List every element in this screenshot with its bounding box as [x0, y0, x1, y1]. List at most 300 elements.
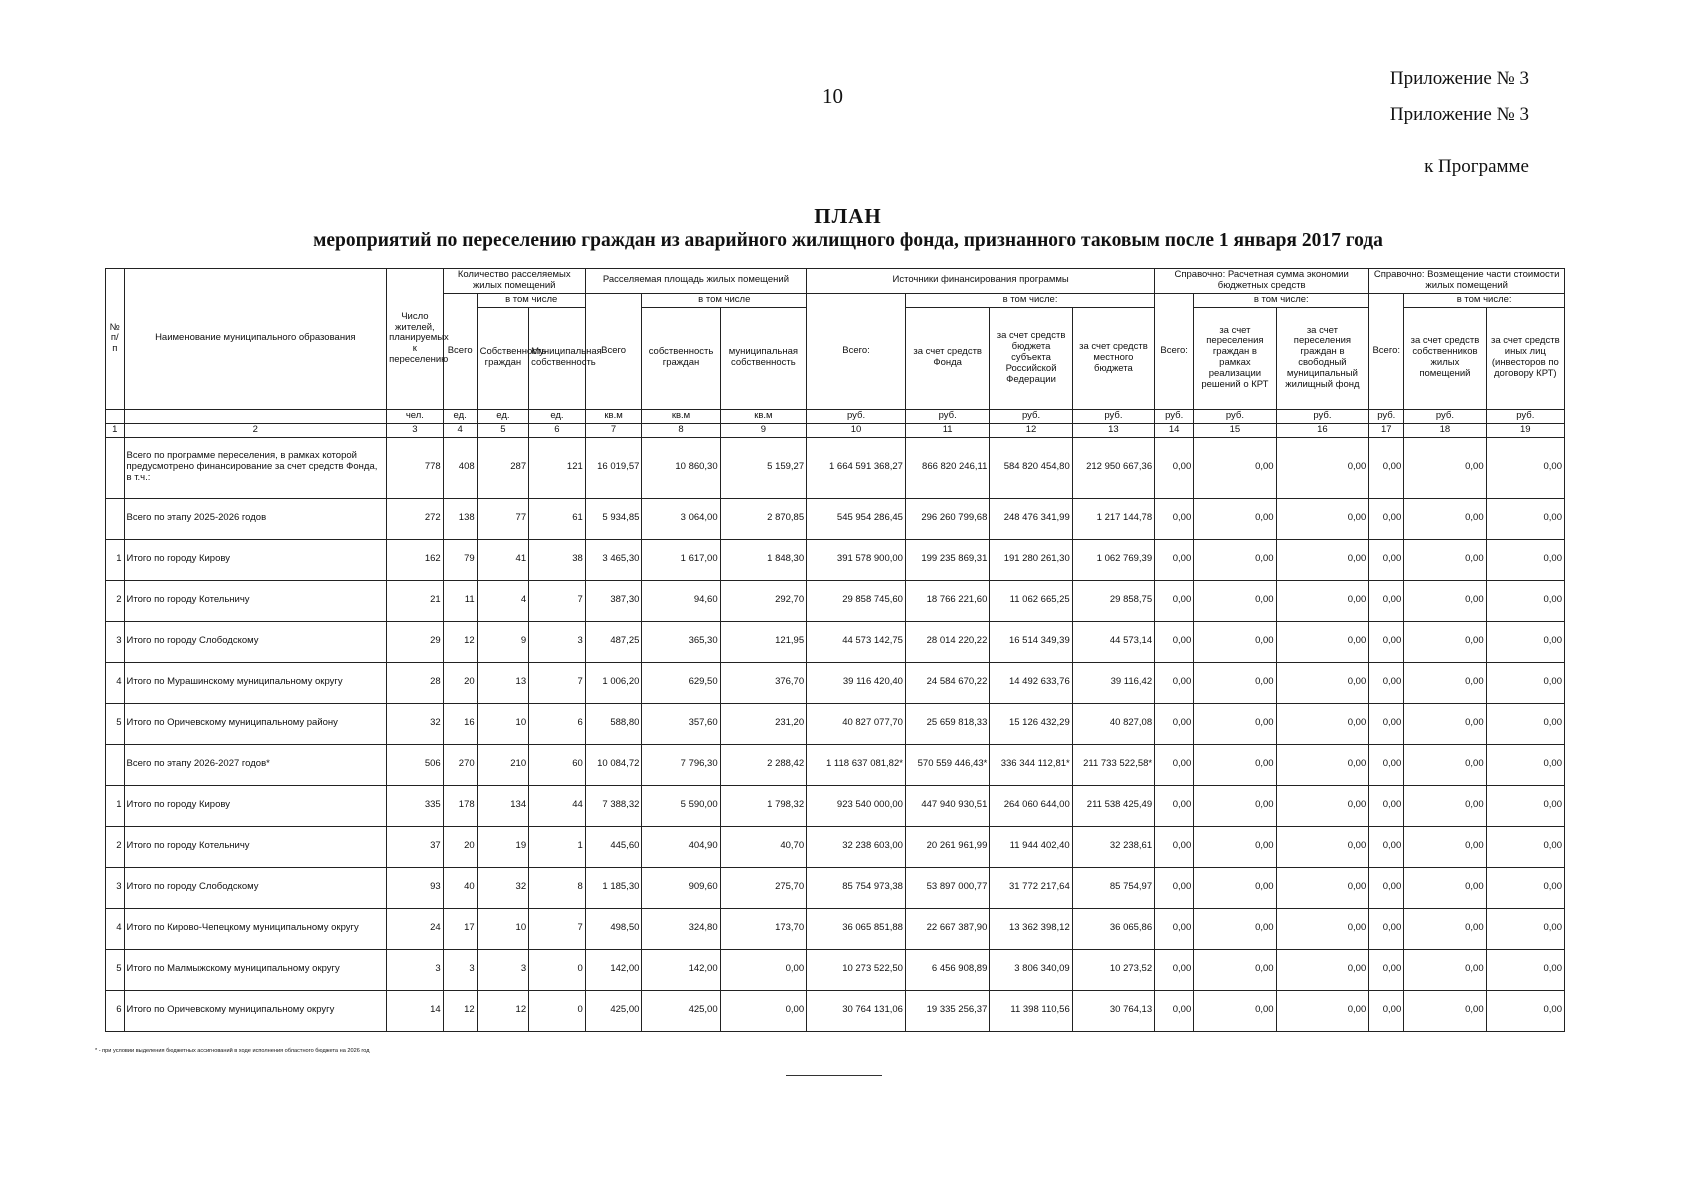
- value-cell: 0,00: [1276, 990, 1369, 1031]
- value-cell: 0,00: [1486, 621, 1564, 662]
- municipality-name: Итого по городу Слободскому: [124, 621, 387, 662]
- bottom-rule: [786, 1075, 882, 1076]
- column-number: 5: [477, 423, 528, 437]
- value-cell: 0,00: [1369, 744, 1404, 785]
- unit-cell: руб.: [1194, 409, 1276, 423]
- value-cell: 0,00: [1404, 703, 1486, 744]
- header-fin-fund: за счет средств Фонда: [905, 307, 989, 409]
- value-cell: 0,00: [1486, 785, 1564, 826]
- value-cell: 357,60: [642, 703, 720, 744]
- header-area-incl: в том числе: [642, 293, 807, 307]
- column-number: 17: [1369, 423, 1404, 437]
- value-cell: 10: [477, 908, 528, 949]
- column-number: 8: [642, 423, 720, 437]
- value-cell: 0,00: [1276, 867, 1369, 908]
- value-cell: 0,00: [1194, 826, 1276, 867]
- header-fin-total: Всего:: [807, 293, 906, 409]
- unit-cell: кв.м: [642, 409, 720, 423]
- appendix-label: Приложение № 3: [1389, 68, 1529, 89]
- value-cell: 0,00: [720, 949, 807, 990]
- value-cell: 0,00: [1404, 580, 1486, 621]
- value-cell: 0,00: [1404, 539, 1486, 580]
- header-area-mun: муниципальная собственность: [720, 307, 807, 409]
- value-cell: 425,00: [585, 990, 642, 1031]
- value-cell: 0,00: [1404, 621, 1486, 662]
- value-cell: 0,00: [1404, 867, 1486, 908]
- value-cell: 20 261 961,99: [905, 826, 989, 867]
- unit-cell: ед.: [443, 409, 477, 423]
- column-number: 13: [1072, 423, 1154, 437]
- header-area-own: собственность граждан: [642, 307, 720, 409]
- value-cell: 13 362 398,12: [990, 908, 1072, 949]
- value-cell: 570 559 446,43*: [905, 744, 989, 785]
- unit-cell: кв.м: [585, 409, 642, 423]
- value-cell: 0,00: [1404, 908, 1486, 949]
- value-cell: 0,00: [1369, 867, 1404, 908]
- value-cell: 0,00: [1369, 703, 1404, 744]
- header-area-group: Расселяемая площадь жилых помещений: [585, 269, 806, 294]
- value-cell: 5 159,27: [720, 437, 807, 498]
- value-cell: 487,25: [585, 621, 642, 662]
- value-cell: 32 238 603,00: [807, 826, 906, 867]
- value-cell: 0,00: [1194, 703, 1276, 744]
- value-cell: 134: [477, 785, 528, 826]
- header-econ-incl: в том числе:: [1194, 293, 1369, 307]
- value-cell: 0,00: [1276, 744, 1369, 785]
- value-cell: 40 827 077,70: [807, 703, 906, 744]
- value-cell: 15 126 432,29: [990, 703, 1072, 744]
- value-cell: 0,00: [1194, 785, 1276, 826]
- value-cell: 12: [443, 621, 477, 662]
- header-rooms-mun: Муниципальная собственность: [529, 307, 586, 409]
- value-cell: 0,00: [1194, 437, 1276, 498]
- value-cell: 10 273,52: [1072, 949, 1154, 990]
- value-cell: 29: [387, 621, 444, 662]
- value-cell: 0,00: [1369, 437, 1404, 498]
- table-row: [106, 908, 1565, 949]
- value-cell: 324,80: [642, 908, 720, 949]
- value-cell: 2 870,85: [720, 498, 807, 539]
- value-cell: 3: [529, 621, 586, 662]
- table-row: [106, 785, 1565, 826]
- municipality-name: Всего по этапу 2026-2027 годов*: [124, 744, 387, 785]
- value-cell: 0,00: [1486, 908, 1564, 949]
- value-cell: 0,00: [1155, 437, 1194, 498]
- value-cell: 212 950 667,36: [1072, 437, 1154, 498]
- value-cell: 0,00: [1486, 990, 1564, 1031]
- table-row: [106, 867, 1565, 908]
- value-cell: 404,90: [642, 826, 720, 867]
- unit-cell: руб.: [1276, 409, 1369, 423]
- value-cell: 275,70: [720, 867, 807, 908]
- value-cell: 7: [529, 908, 586, 949]
- table-row: [106, 539, 1565, 580]
- value-cell: 1 006,20: [585, 662, 642, 703]
- value-cell: 3 465,30: [585, 539, 642, 580]
- row-number: 4: [106, 908, 125, 949]
- value-cell: 0,00: [1369, 580, 1404, 621]
- value-cell: 0,00: [1404, 949, 1486, 990]
- value-cell: 0,00: [1486, 949, 1564, 990]
- value-cell: 0,00: [1194, 949, 1276, 990]
- value-cell: 20: [443, 826, 477, 867]
- table-row: [106, 826, 1565, 867]
- value-cell: 0,00: [1155, 826, 1194, 867]
- value-cell: 44 573,14: [1072, 621, 1154, 662]
- header-econ-free: за счет переселения граждан в свободный муниципальный жилищный фонд: [1276, 307, 1369, 409]
- value-cell: 0,00: [1276, 703, 1369, 744]
- table-row: [106, 621, 1565, 662]
- value-cell: 0,00: [1155, 580, 1194, 621]
- value-cell: 0,00: [1369, 908, 1404, 949]
- column-number: 15: [1194, 423, 1276, 437]
- value-cell: 85 754 973,38: [807, 867, 906, 908]
- document-subtitle: мероприятий по переселению граждан из аварийного жилищного фонда, признанного таковым после 1 января 2017 года: [313, 230, 1383, 251]
- value-cell: 387,30: [585, 580, 642, 621]
- value-cell: 39 116,42: [1072, 662, 1154, 703]
- value-cell: 3 064,00: [642, 498, 720, 539]
- value-cell: 7 796,30: [642, 744, 720, 785]
- value-cell: 0,00: [1194, 867, 1276, 908]
- value-cell: 0,00: [1369, 785, 1404, 826]
- value-cell: 142,00: [585, 949, 642, 990]
- value-cell: 0,00: [1155, 662, 1194, 703]
- value-cell: 0,00: [720, 990, 807, 1031]
- header-comp-total: Всего:: [1369, 293, 1404, 409]
- value-cell: 191 280 261,30: [990, 539, 1072, 580]
- municipality-name: Итого по городу Слободскому: [124, 867, 387, 908]
- value-cell: 210: [477, 744, 528, 785]
- value-cell: 37: [387, 826, 444, 867]
- value-cell: 0,00: [1369, 949, 1404, 990]
- value-cell: 0,00: [1276, 908, 1369, 949]
- value-cell: 11: [443, 580, 477, 621]
- row-number: 6: [106, 990, 125, 1031]
- header-compensation-group: Справочно: Возмещение части стоимости жилых помещений: [1369, 269, 1565, 294]
- value-cell: 21: [387, 580, 444, 621]
- value-cell: 10 273 522,50: [807, 949, 906, 990]
- header-comp-others: за счет средств иных лиц (инвесторов по договору КРТ): [1486, 307, 1564, 409]
- value-cell: 85 754,97: [1072, 867, 1154, 908]
- value-cell: 19 335 256,37: [905, 990, 989, 1031]
- value-cell: 272: [387, 498, 444, 539]
- document-title: ПЛАН: [814, 204, 882, 228]
- row-number: 5: [106, 703, 125, 744]
- value-cell: 408: [443, 437, 477, 498]
- unit-cell: руб.: [807, 409, 906, 423]
- value-cell: 0,00: [1276, 580, 1369, 621]
- header-fin-local: за счет средств местного бюджета: [1072, 307, 1154, 409]
- municipality-name: Итого по Кирово-Чепецкому муниципальному округу: [124, 908, 387, 949]
- value-cell: 0,00: [1276, 662, 1369, 703]
- value-cell: 38: [529, 539, 586, 580]
- appendix-label-repeat: Приложение № 3: [1389, 104, 1529, 125]
- value-cell: 39 116 420,40: [807, 662, 906, 703]
- value-cell: 13: [477, 662, 528, 703]
- table-row: [106, 580, 1565, 621]
- value-cell: 10 860,30: [642, 437, 720, 498]
- value-cell: 778: [387, 437, 444, 498]
- column-number: 7: [585, 423, 642, 437]
- unit-cell: руб.: [1072, 409, 1154, 423]
- row-number: 4: [106, 662, 125, 703]
- value-cell: 0,00: [1194, 498, 1276, 539]
- header-rooms-own: Собственность граждан: [477, 307, 528, 409]
- value-cell: 0,00: [1404, 498, 1486, 539]
- table-row: [106, 744, 1565, 785]
- table-row: [106, 498, 1565, 539]
- value-cell: 0: [529, 949, 586, 990]
- column-number: 2: [124, 423, 387, 437]
- table-row: [106, 662, 1565, 703]
- value-cell: 121,95: [720, 621, 807, 662]
- row-number: 1: [106, 785, 125, 826]
- value-cell: 61: [529, 498, 586, 539]
- value-cell: 11 944 402,40: [990, 826, 1072, 867]
- column-number: 3: [387, 423, 444, 437]
- value-cell: 29 858 745,60: [807, 580, 906, 621]
- value-cell: 584 820 454,80: [990, 437, 1072, 498]
- value-cell: 14 492 633,76: [990, 662, 1072, 703]
- value-cell: 77: [477, 498, 528, 539]
- value-cell: 40,70: [720, 826, 807, 867]
- value-cell: 545 954 286,45: [807, 498, 906, 539]
- value-cell: 32: [387, 703, 444, 744]
- value-cell: 20: [443, 662, 477, 703]
- header-fin-subject: за счет средств бюджета субъекта Российской Федерации: [990, 307, 1072, 409]
- value-cell: 0,00: [1155, 949, 1194, 990]
- value-cell: 0,00: [1486, 539, 1564, 580]
- value-cell: 3: [477, 949, 528, 990]
- value-cell: 7: [529, 662, 586, 703]
- page-number: 10: [822, 84, 843, 108]
- value-cell: 0,00: [1194, 908, 1276, 949]
- table-row: [106, 949, 1565, 990]
- value-cell: 0,00: [1276, 826, 1369, 867]
- value-cell: 17: [443, 908, 477, 949]
- value-cell: 138: [443, 498, 477, 539]
- value-cell: 0,00: [1486, 703, 1564, 744]
- column-number: 9: [720, 423, 807, 437]
- value-cell: 11 398 110,56: [990, 990, 1072, 1031]
- value-cell: 0,00: [1369, 826, 1404, 867]
- appendix-program-label: к Программе: [1424, 156, 1529, 177]
- row-number: 1: [106, 539, 125, 580]
- value-cell: 14: [387, 990, 444, 1031]
- header-residents: Число жителей, планируемых к переселению: [387, 269, 444, 410]
- value-cell: 0,00: [1369, 498, 1404, 539]
- value-cell: 270: [443, 744, 477, 785]
- value-cell: 31 772 217,64: [990, 867, 1072, 908]
- value-cell: 162: [387, 539, 444, 580]
- value-cell: 0,00: [1404, 744, 1486, 785]
- header-econ-krt: за счет переселения граждан в рамках реализации решений о КРТ: [1194, 307, 1276, 409]
- column-number: 14: [1155, 423, 1194, 437]
- municipality-name: Итого по Оричевскому муниципальному округу: [124, 990, 387, 1031]
- value-cell: 2 288,42: [720, 744, 807, 785]
- value-cell: 30 764 131,06: [807, 990, 906, 1031]
- value-cell: 1 185,30: [585, 867, 642, 908]
- row-number: [106, 437, 125, 498]
- value-cell: 28 014 220,22: [905, 621, 989, 662]
- value-cell: 11 062 665,25: [990, 580, 1072, 621]
- value-cell: 36 065 851,88: [807, 908, 906, 949]
- value-cell: 44 573 142,75: [807, 621, 906, 662]
- value-cell: 12: [443, 990, 477, 1031]
- value-cell: 53 897 000,77: [905, 867, 989, 908]
- value-cell: 0,00: [1486, 744, 1564, 785]
- header-comp-owners: за счет средств собственников жилых помещений: [1404, 307, 1486, 409]
- unit-cell: ед.: [529, 409, 586, 423]
- value-cell: 264 060 644,00: [990, 785, 1072, 826]
- value-cell: 24 584 670,22: [905, 662, 989, 703]
- unit-cell: кв.м: [720, 409, 807, 423]
- column-number: 1: [106, 423, 125, 437]
- value-cell: 211 538 425,49: [1072, 785, 1154, 826]
- row-number: [106, 498, 125, 539]
- value-cell: 0,00: [1369, 990, 1404, 1031]
- value-cell: 3: [387, 949, 444, 990]
- municipality-name: Итого по Оричевскому муниципальному району: [124, 703, 387, 744]
- row-number: 5: [106, 949, 125, 990]
- value-cell: 7: [529, 580, 586, 621]
- value-cell: 32: [477, 867, 528, 908]
- value-cell: 178: [443, 785, 477, 826]
- value-cell: 18 766 221,60: [905, 580, 989, 621]
- value-cell: 19: [477, 826, 528, 867]
- value-cell: 16 019,57: [585, 437, 642, 498]
- municipality-name: Итого по Малмыжскому муниципальному округу: [124, 949, 387, 990]
- value-cell: 296 260 799,68: [905, 498, 989, 539]
- value-cell: 24: [387, 908, 444, 949]
- value-cell: 0,00: [1486, 826, 1564, 867]
- value-cell: 5 590,00: [642, 785, 720, 826]
- column-number: 6: [529, 423, 586, 437]
- column-number: 10: [807, 423, 906, 437]
- column-number: 4: [443, 423, 477, 437]
- unit-cell: руб.: [905, 409, 989, 423]
- header-rooms-total: Всего: [443, 293, 477, 409]
- value-cell: 10 084,72: [585, 744, 642, 785]
- value-cell: 335: [387, 785, 444, 826]
- value-cell: 12: [477, 990, 528, 1031]
- value-cell: 32 238,61: [1072, 826, 1154, 867]
- value-cell: 506: [387, 744, 444, 785]
- row-number: 3: [106, 867, 125, 908]
- value-cell: 425,00: [642, 990, 720, 1031]
- value-cell: 44: [529, 785, 586, 826]
- value-cell: 79: [443, 539, 477, 580]
- value-cell: 142,00: [642, 949, 720, 990]
- value-cell: 1 217 144,78: [1072, 498, 1154, 539]
- value-cell: 1 118 637 081,82*: [807, 744, 906, 785]
- value-cell: 445,60: [585, 826, 642, 867]
- resettlement-plan-table: [105, 268, 1565, 1032]
- municipality-name: Итого по Мурашинскому муниципальному округу: [124, 662, 387, 703]
- value-cell: 0,00: [1276, 949, 1369, 990]
- value-cell: 629,50: [642, 662, 720, 703]
- value-cell: 0,00: [1155, 498, 1194, 539]
- municipality-name: Всего по этапу 2025-2026 годов: [124, 498, 387, 539]
- value-cell: 36 065,86: [1072, 908, 1154, 949]
- value-cell: 211 733 522,58*: [1072, 744, 1154, 785]
- value-cell: 0,00: [1276, 498, 1369, 539]
- value-cell: 365,30: [642, 621, 720, 662]
- unit-cell: руб.: [1404, 409, 1486, 423]
- value-cell: 0,00: [1486, 867, 1564, 908]
- header-comp-incl: в том числе:: [1404, 293, 1565, 307]
- row-number: [106, 744, 125, 785]
- column-number: 11: [905, 423, 989, 437]
- value-cell: 866 820 246,11: [905, 437, 989, 498]
- municipality-name: Итого по городу Котельничу: [124, 826, 387, 867]
- value-cell: 0,00: [1194, 990, 1276, 1031]
- value-cell: 0,00: [1276, 621, 1369, 662]
- value-cell: 1 664 591 368,27: [807, 437, 906, 498]
- value-cell: 0,00: [1369, 621, 1404, 662]
- value-cell: 498,50: [585, 908, 642, 949]
- value-cell: 173,70: [720, 908, 807, 949]
- value-cell: 8: [529, 867, 586, 908]
- value-cell: 6: [529, 703, 586, 744]
- value-cell: 40 827,08: [1072, 703, 1154, 744]
- value-cell: 93: [387, 867, 444, 908]
- value-cell: 1 848,30: [720, 539, 807, 580]
- value-cell: 0,00: [1194, 580, 1276, 621]
- value-cell: 4: [477, 580, 528, 621]
- value-cell: 0,00: [1155, 621, 1194, 662]
- value-cell: 0,00: [1155, 703, 1194, 744]
- value-cell: 336 344 112,81*: [990, 744, 1072, 785]
- unit-cell: [124, 409, 387, 423]
- value-cell: 60: [529, 744, 586, 785]
- value-cell: 1 798,32: [720, 785, 807, 826]
- value-cell: 3: [443, 949, 477, 990]
- row-number: 2: [106, 580, 125, 621]
- column-number: 18: [1404, 423, 1486, 437]
- value-cell: 10: [477, 703, 528, 744]
- value-cell: 0,00: [1486, 662, 1564, 703]
- municipality-name: Итого по городу Кирову: [124, 785, 387, 826]
- unit-cell: руб.: [1155, 409, 1194, 423]
- value-cell: 0,00: [1194, 662, 1276, 703]
- header-econ-total: Всего:: [1155, 293, 1194, 409]
- value-cell: 0,00: [1486, 498, 1564, 539]
- footnote: * - при условии выделения бюджетных ассигнований в ходе исполнения областного бюджета на 2026 год: [95, 1048, 370, 1054]
- row-number: 3: [106, 621, 125, 662]
- column-number: 19: [1486, 423, 1564, 437]
- table-row: [106, 990, 1565, 1031]
- value-cell: 3 806 340,09: [990, 949, 1072, 990]
- value-cell: 40: [443, 867, 477, 908]
- value-cell: 0,00: [1486, 580, 1564, 621]
- value-cell: 16: [443, 703, 477, 744]
- row-number: 2: [106, 826, 125, 867]
- value-cell: 909,60: [642, 867, 720, 908]
- unit-cell: руб.: [990, 409, 1072, 423]
- value-cell: 0,00: [1155, 867, 1194, 908]
- value-cell: 0,00: [1486, 437, 1564, 498]
- value-cell: 231,20: [720, 703, 807, 744]
- value-cell: 0,00: [1194, 539, 1276, 580]
- value-cell: 0,00: [1155, 744, 1194, 785]
- value-cell: 0,00: [1194, 621, 1276, 662]
- value-cell: 30 764,13: [1072, 990, 1154, 1031]
- value-cell: 0,00: [1155, 908, 1194, 949]
- value-cell: 0,00: [1404, 785, 1486, 826]
- value-cell: 0,00: [1404, 990, 1486, 1031]
- header-rooms-incl: в том числе: [477, 293, 585, 307]
